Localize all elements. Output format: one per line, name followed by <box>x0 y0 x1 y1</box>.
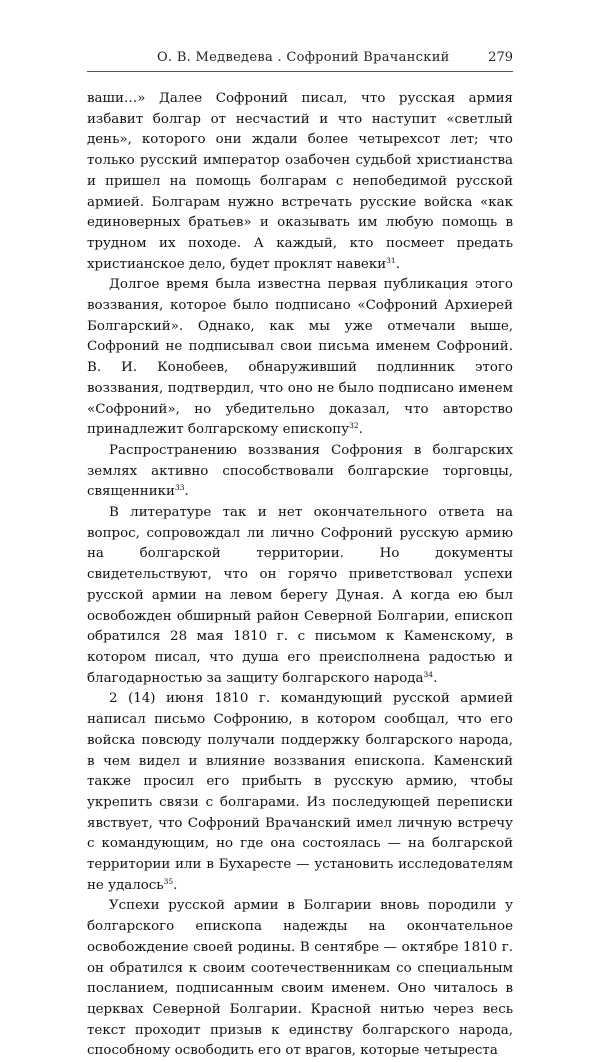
paragraph-text: Долгое время была известна первая публикация этого воззвания, которое было подписано «Софроний Архиерей Болгарский». Однако, как мы уже отмечали выше, Софроний не подписывал свои письма именем Софроний. В. И. Конобеев, обнаруживший подлинник этого воззвания, подтвердил, что оно не было подписано именем «Софроний», но убедительно доказал, что авторство принадлежит болгарскому епископу <box>87 277 513 438</box>
paragraph-text: ваши…» Далее Софроний писал, что русская армия избавит болгар от несчастий и что наступит «светлый день», которого они ждали более четырехсот лет; что только русский император озабочен судьбой христианства и пришел на помощь болгарам с непобедимой русской армией. Болгарам нужно встречать русские войска «как единоверных братьев» и оказывать им любую помощь в трудном их походе. А каждый, кто посмеет предать христианское дело, будет проклят навеки <box>87 91 513 272</box>
footnote-ref-32: 32 <box>349 421 359 431</box>
paragraph-text: Успехи русской армии в Болгарии вновь породили у болгарского епископа надежды на окончательное освобождение своей родины. В сентябре — октябре 1810 г. он обратился к своим соотечественникам со специальным посланием, подписанным своим именем. Оно читалось в церквах Северной Болгарии. Красной нитью через весь текст проходит призыв к единству болгарского народа, способному освободить его от врагов, которые четыреста <box>87 898 513 1059</box>
paragraph-text: В литературе так и нет окончательного ответа на вопрос, сопровождал ли лично Софроний русскую армию на болгарской территории. Но документы свидетельствуют, что он горячо приветствовал успехи русской армии на левом берегу Дуная. А когда ею был освобожден обширный район Северной Болгарии, епископ обратился 28 мая 1810 г. с письмом к Каменскому, в котором писал, что душа его преисполнена радостью и благодарностью за защиту болгарского народа <box>87 505 513 686</box>
paragraph-6 <box>87 896 513 1062</box>
footnote-ref-35: 35 <box>163 876 174 886</box>
paragraph-1: ваши…» Далее Софроний писал, что русская армия избавит болгар от несчастий и что наступит «светлый день», которого они ждали более четырехсот лет; что только русский император озабочен судьбой христианства и пришел на помощь болгарам с непобедимой русской армией. Болгарам нужно встречать русские войска «как единоверных братьев» и оказывать им любую помощь в трудном их походе. А каждый, кто посмеет предать христианское дело, будет проклят навеки$^{31}$. <box>87 91 513 272</box>
paragraph-text: Распространению воззвания Софрония в болгарских землях активно способствовали болгарские торговцы, священники <box>87 442 513 500</box>
body-text <box>87 89 513 1062</box>
footnote-ref-34: 34 <box>423 669 434 679</box>
paragraph-3: Распространению воззвания Софрония в болгарских землях активно способствовали болгарские торговцы, священники$^{33}$. <box>87 442 513 500</box>
footnote-ref-31: 31 <box>386 255 396 265</box>
paragraph-text: 2 (14) июня 1810 г. командующий русской армией написал письмо Софронию, в котором сообщал, что его войска повсюду получали поддержку болгарского народа, в чем видел и влияние воззвания епископа. Каменский также просил его прибыть в русскую армию, чтобы укрепить связи с болгарами. Из последующей переписки явствует, что Софроний Врачанский имел личную встречу с командующим, но где она состоялась — на болгарской территории или в Бухаресте — установить исследователям не удалось <box>87 691 513 893</box>
paragraph-4: В литературе так и нет окончательного ответа на вопрос, сопровождал ли лично Софроний русскую армию на болгарской территории. Но документы свидетельствуют, что он горячо приветствовал успехи русской армии на левом берегу Дуная. А когда ею был освобожден обширный район Северной Болгарии, епископ обратился 28 мая 1810 г. с письмом к Каменскому, в котором писал, что душа его преисполнена радостью и благодарностью за защиту болгарского народа$^{34}$. <box>87 505 513 686</box>
running-header <box>87 50 513 70</box>
running-title: О. В. Медведева . Софроний Врачанский <box>157 50 450 65</box>
header-rule <box>87 71 513 72</box>
paragraph-2: Долгое время была известна первая публикация этого воззвания, которое было подписано «Софроний Архиерей Болгарский». Однако, как мы уже отмечали выше, Софроний не подписывал свои письма именем Софроний. В. И. Конобеев, обнаруживший подлинник этого воззвания, подтвердил, что оно не было подписано именем «Софроний», но убедительно доказал, что авторство принадлежит болгарскому епископу$^{32}$. <box>87 277 513 438</box>
page-number: 279 <box>488 50 513 65</box>
paragraph-5: 2 (14) июня 1810 г. командующий русской армией написал письмо Софронию, в котором сообщал, что его войска повсюду получали поддержку болгарского народа, в чем видел и влияние воззвания епископа. Каменский также просил его прибыть в русскую армию, чтобы укрепить связи с болгарами. Из последующей переписки явствует, что Софроний Врачанский имел личную встречу с командующим, но где она состоялась — на болгарской территории или в Бухаресте — установить исследователям не удалось$^{35}$. <box>87 691 513 893</box>
footnote-ref-33: 33 <box>174 483 185 493</box>
